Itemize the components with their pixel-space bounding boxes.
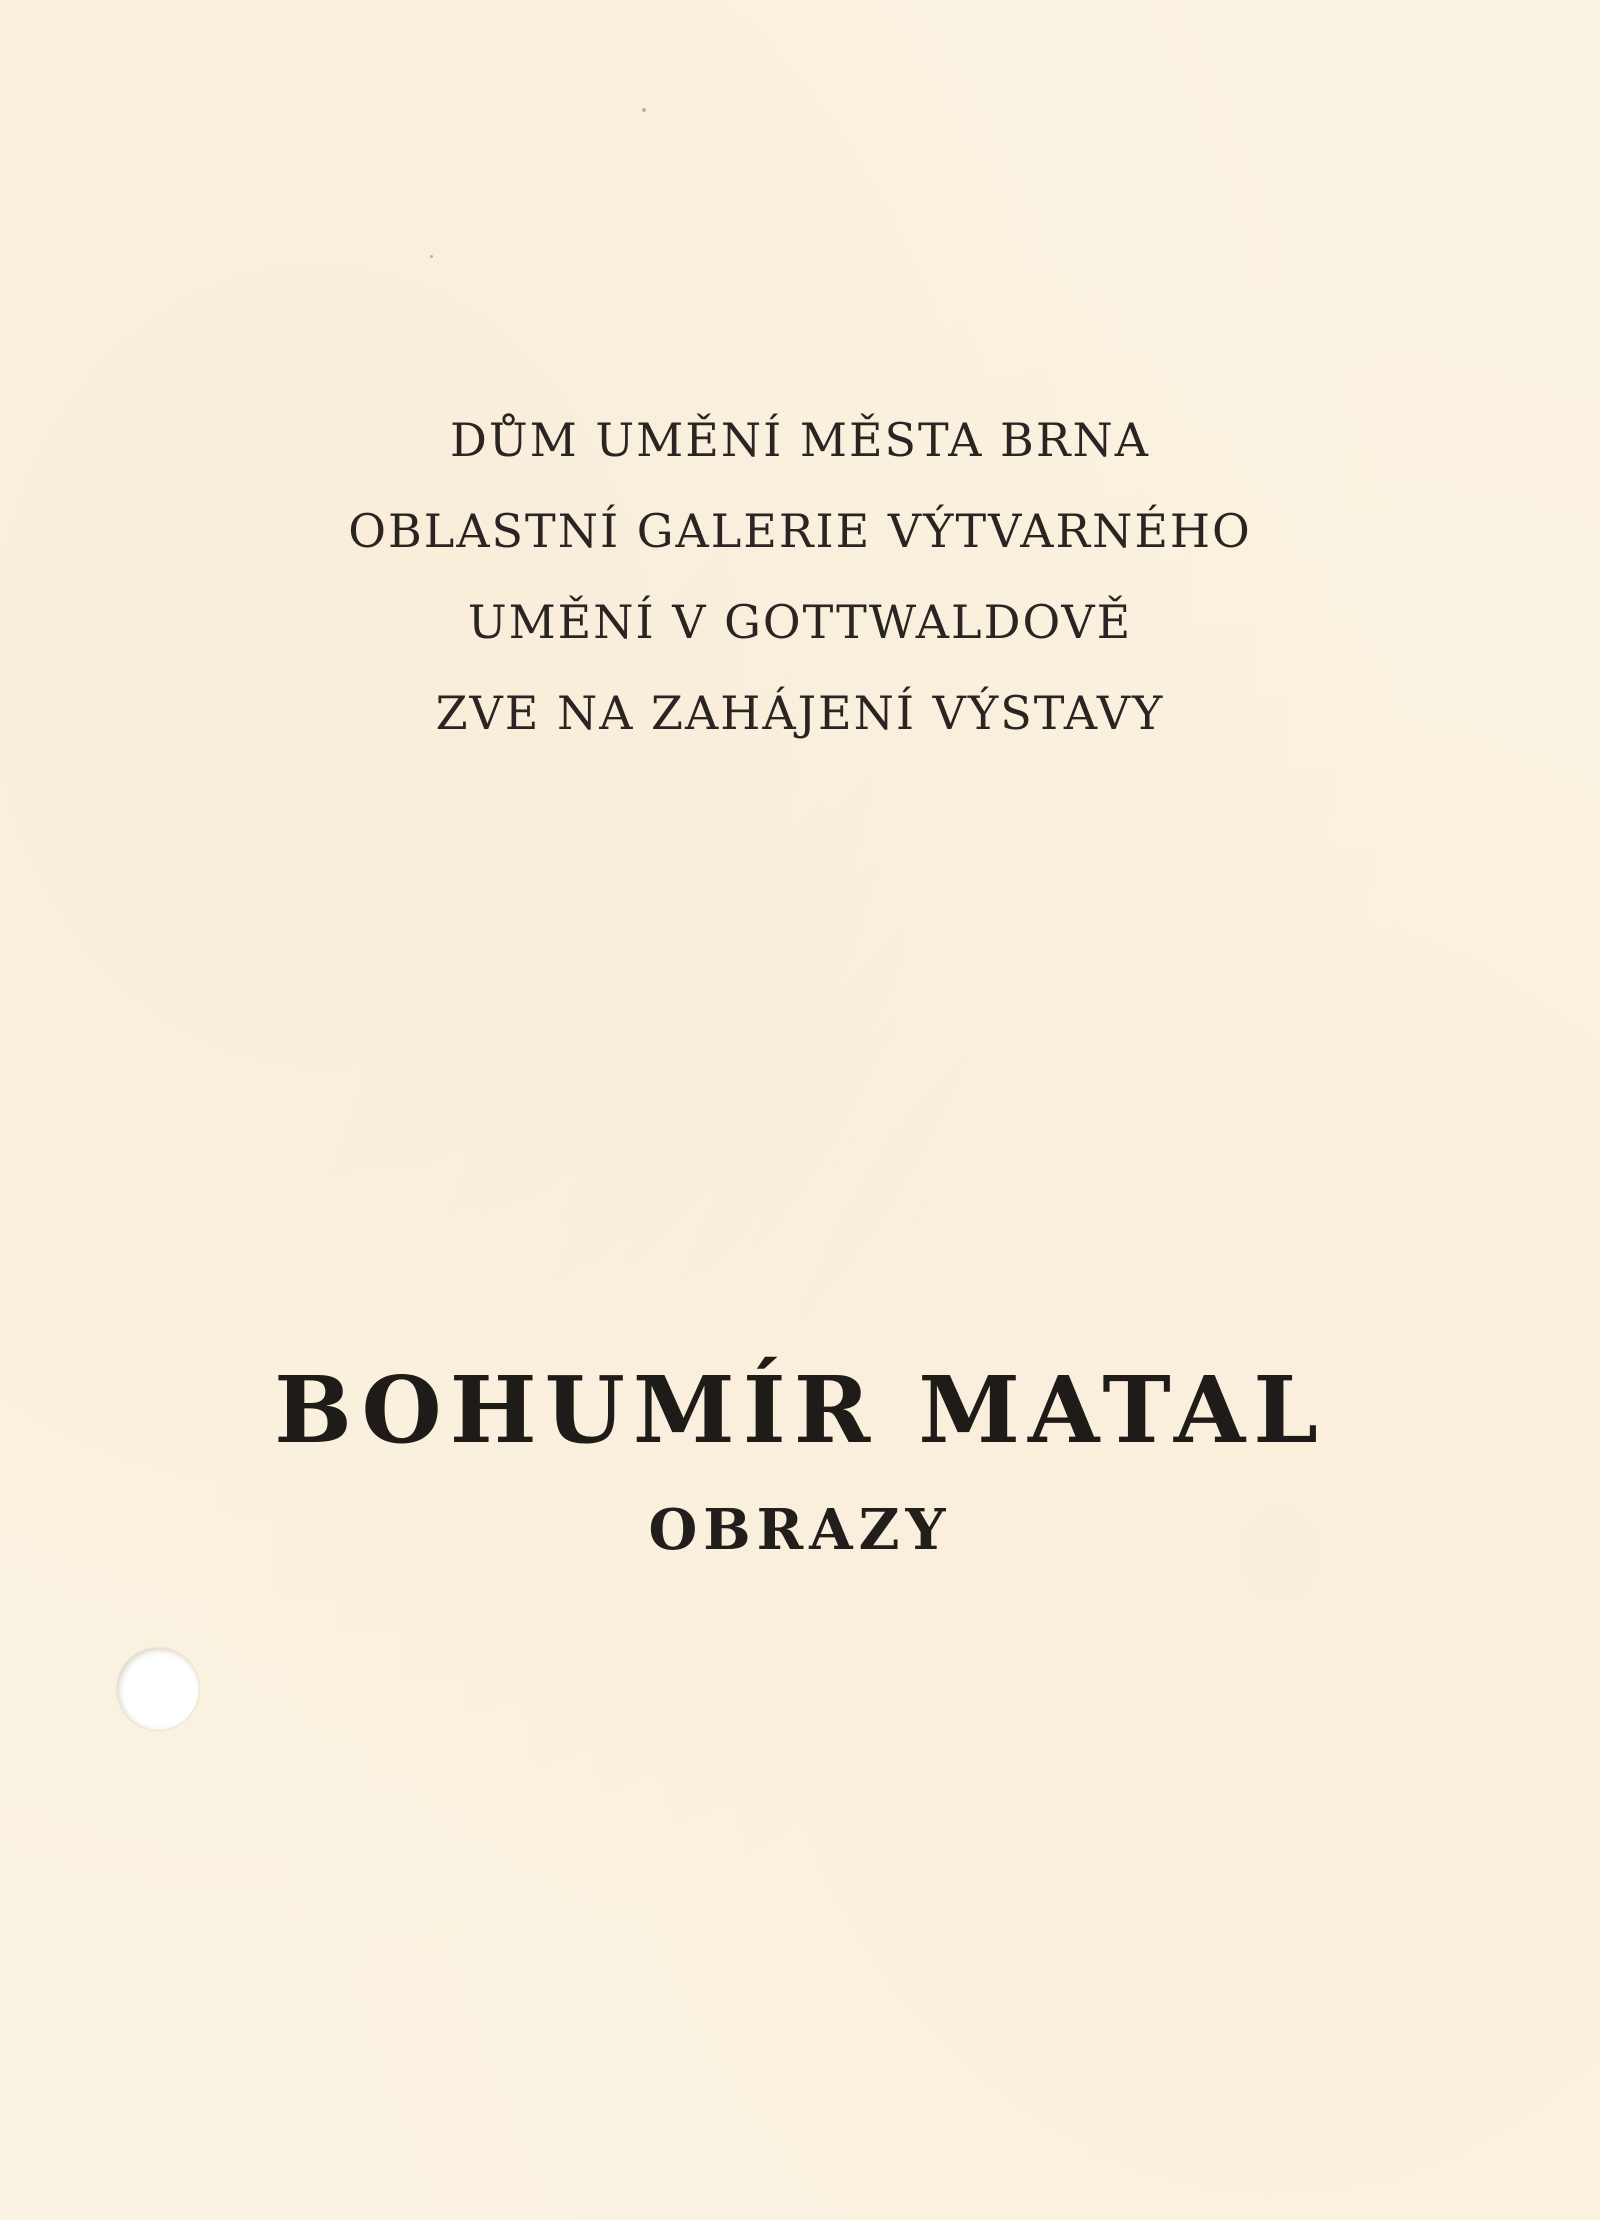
artist-name: BOHUMÍR MATAL — [274, 1356, 1326, 1464]
organizer-text — [0, 395, 1600, 759]
header-line-2: OBLASTNÍ GALERIE VÝTVARNÉHO — [348, 504, 1252, 558]
header-line-4: ZVE NA ZAHÁJENÍ VÝSTAVY — [435, 686, 1165, 740]
header-line-3: UMĚNÍ V GOTTWALDOVĚ — [467, 595, 1133, 649]
punch-hole — [117, 1648, 199, 1730]
exhibition-subtitle: OBRAZY — [648, 1497, 952, 1563]
paper-speck — [430, 255, 433, 258]
header-line-1: DŮM UMĚNÍ MĚSTA BRNA — [450, 413, 1150, 467]
paper-speck — [642, 108, 646, 112]
